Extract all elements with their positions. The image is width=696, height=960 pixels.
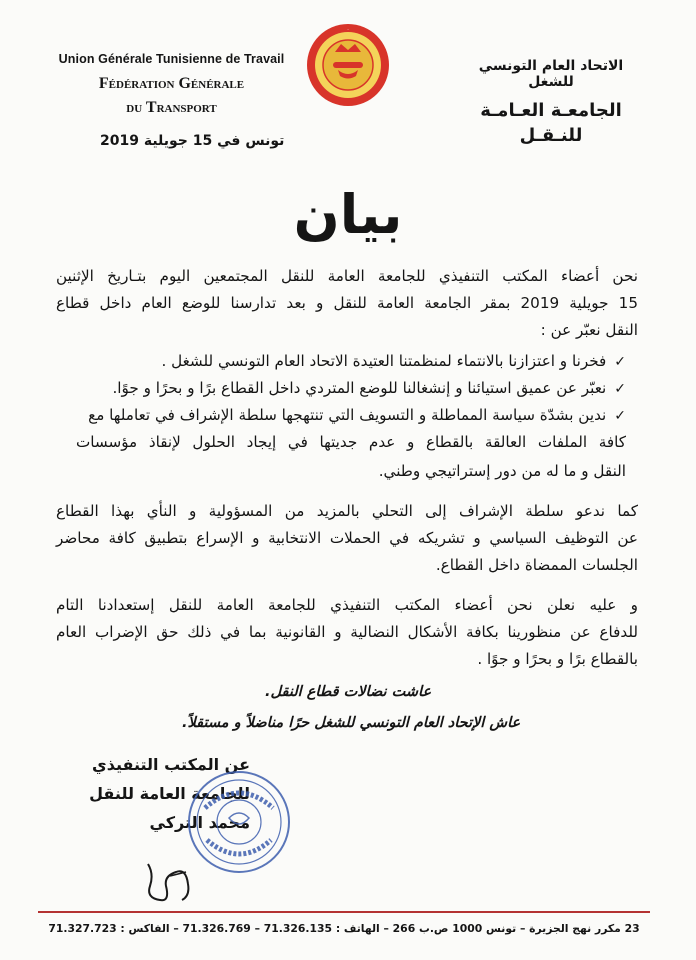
point-3-line-3: النقل و ما له من دور إستراتيجي وطني. <box>378 462 626 480</box>
signature-line-1: عن المكتب التنفيذي <box>92 755 250 774</box>
signatory-name: محمد التركي <box>149 813 250 832</box>
para3-line-2: للدفاع عن منظورينا بكافة الأشكال النضالية و القانونية بما في ذلك حق الإضراب العام <box>56 623 638 641</box>
point-3 <box>46 404 626 427</box>
french-letterhead <box>44 52 299 117</box>
transport-name-fr: du Transport <box>126 99 217 116</box>
point-2 <box>46 377 626 400</box>
check-icon: ✓ <box>614 408 626 424</box>
footer-address: 23 مكرر نهج الجزيرة – تونس 1000 ص.ب 266 – الهاتف : 71.326.135 – 71.326.769 – الفاكس : 71.327.723 <box>48 922 640 935</box>
check-icon: ✓ <box>614 381 626 397</box>
slogan-1: عاشت نضالات قطاع النقل. <box>265 684 432 700</box>
check-icon: ✓ <box>614 354 626 370</box>
point-1-text: فخرنا و اعتزازنا بالانتماء لمنظمتنا العتيدة الاتحاد العام التونسي للشغل . <box>161 352 607 370</box>
point-2-text: نعبّر عن عميق استيائنا و إنشغالنا للوضع المتردي داخل القطاع برًا و بحرًا و جوًا. <box>112 379 607 397</box>
footer-divider <box>38 911 650 913</box>
intro-line-3: النقل نعبّر عن : <box>540 321 638 339</box>
point-3-text: ندين بشدّة سياسة المماطلة و التسويف التي تنتهجها سلطة الإشراف في تعاملها مع <box>88 406 607 424</box>
svg-text:.: . <box>347 26 349 32</box>
union-name-ar: الاتحاد العام التونسي للشغل <box>478 58 624 90</box>
federation-name-ar: الجامعـة العـامـة <box>480 100 622 121</box>
point-1 <box>46 350 626 373</box>
federation-name-fr: Fédération Générale <box>98 75 245 92</box>
transport-name-ar: للنـقـل <box>519 125 583 146</box>
para2-line-2: عن التوظيف السياسي و تشريكه في الحملات الانتخابية و الإسراع بتطبيق كافة محاضر <box>56 529 638 547</box>
official-stamp-icon <box>185 768 293 876</box>
statement-title: بيان <box>293 183 403 246</box>
para3-line-3: بالقطاع برًا و بحرًا و جوًا . <box>477 650 638 668</box>
para2-line-3: الجلسات الممضاة داخل القطاع. <box>435 556 638 574</box>
union-name-fr: Union Générale Tunisienne de Travail <box>58 52 285 66</box>
document-date: تونس في 15 جويلية 2019 <box>100 133 285 149</box>
signature-line-2: للجامعة العامة للنقل <box>89 784 250 803</box>
arabic-letterhead <box>456 58 646 146</box>
handwritten-signature-icon <box>140 856 200 904</box>
slogan-2: عاش الإتحاد العام التونسي للشغل حرًا مناضلاً و مستقلاً. <box>182 715 521 731</box>
point-3-line-2: كافة الملفات العالقة بالقطاع و عدم جديتها في إيجاد الحلول لإنقاذ مؤسسات <box>76 433 626 451</box>
para3-line-1: و عليه نعلن نحن أعضاء المكتب التنفيذي للجامعة العامة للنقل إستعدادنا التام <box>56 596 638 614</box>
intro-line-1: نحن أعضاء المكتب التنفيذي للجامعة العامة للنقل المجتمعين اليوم بتـاريخ الإثنين <box>56 267 638 285</box>
para2-line-1: كما ندعو سلطة الإشراف إلى التحلي بالمزيد من المسؤولية و النأي بهذا القطاع <box>56 502 638 520</box>
intro-line-2: 15 جويلية 2019 بمقر الجامعة العامة للنقل و بعد تدارسنا للوضع العام داخل قطاع <box>56 294 638 312</box>
ugtt-logo-icon <box>305 22 391 108</box>
